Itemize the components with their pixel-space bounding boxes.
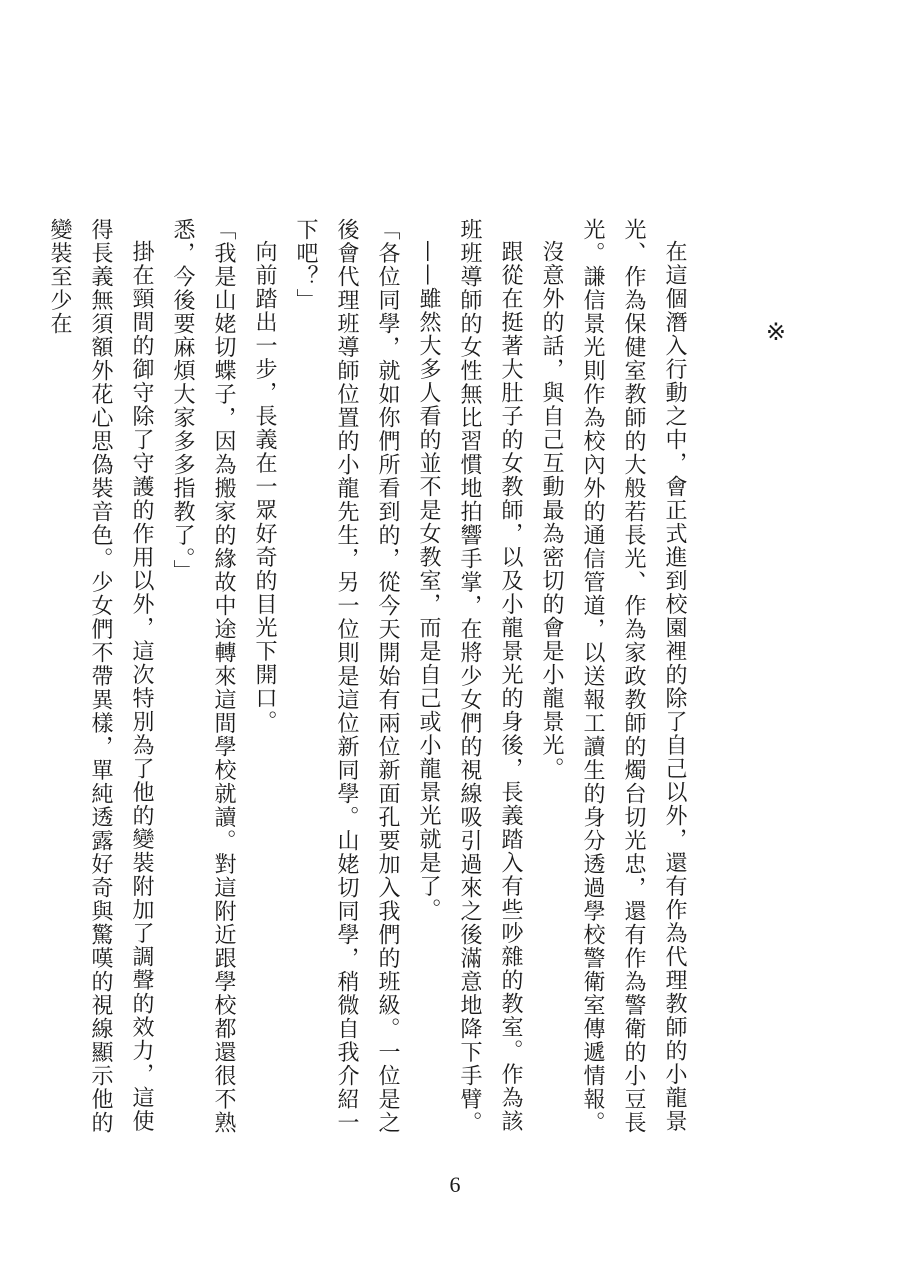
paragraph: 向前踏出一步，長義在一眾好奇的目光下開口。 — [252, 240, 277, 734]
section-separator: ※ — [765, 318, 786, 346]
paragraph: 在這個潛入行動之中，會正式進到校園裡的除了自己以外，還有作為代理教師的小龍景光、作為保健室教師的大般若長光、作為家政教師的燭台切光忠，還有作為警衛的小豆長光。謙信景光則作為校內外的通信管道，以送報工讀生的身分透過學校警衛室傳遞情報。 — [580, 218, 687, 1135]
paragraph: 跟從在挺著大肚子的女教師，以及小龍景光的身後，長義踏入有些吵雜的教室。作為該班班導師的女性無比習慣地拍響手掌，在將少女們的視線吸引過來之後滿意地降下手臂。 — [457, 218, 523, 1135]
paragraph: 沒意外的話，與自己互動最為密切的會是小龍景光。 — [539, 240, 564, 781]
paragraph: ——雖然大多人看的並不是女教室，而是自己或小龍景光就是了。 — [416, 240, 441, 922]
dialogue-paragraph: 「我是山姥切蝶子，因為搬家的緣故中途轉來這間學校就讀。對這附近跟學校都還很不熟悉，今後要麻煩大家多多指教了。」 — [170, 218, 236, 1135]
paragraph: 掛在頸間的御守除了守護的作用以外，這次特別為了他的變裝附加了調聲的效力，這使得長義無須額外花心思偽裝音色。少女們不帶異樣，單純透露好奇與驚嘆的視線顯示他的變裝至少在 — [47, 218, 154, 1135]
dialogue-paragraph: 「各位同學，就如你們所看到的，從今天開始有兩位新面孔要加入我們的班級。一位是之後會代理班導師位置的小龍先生，另一位則是這位新同學。山姥切同學，稍微自我介紹一下吧？」 — [293, 218, 400, 1135]
page-number: 6 — [449, 1172, 461, 1197]
body-text — [39, 218, 695, 1138]
